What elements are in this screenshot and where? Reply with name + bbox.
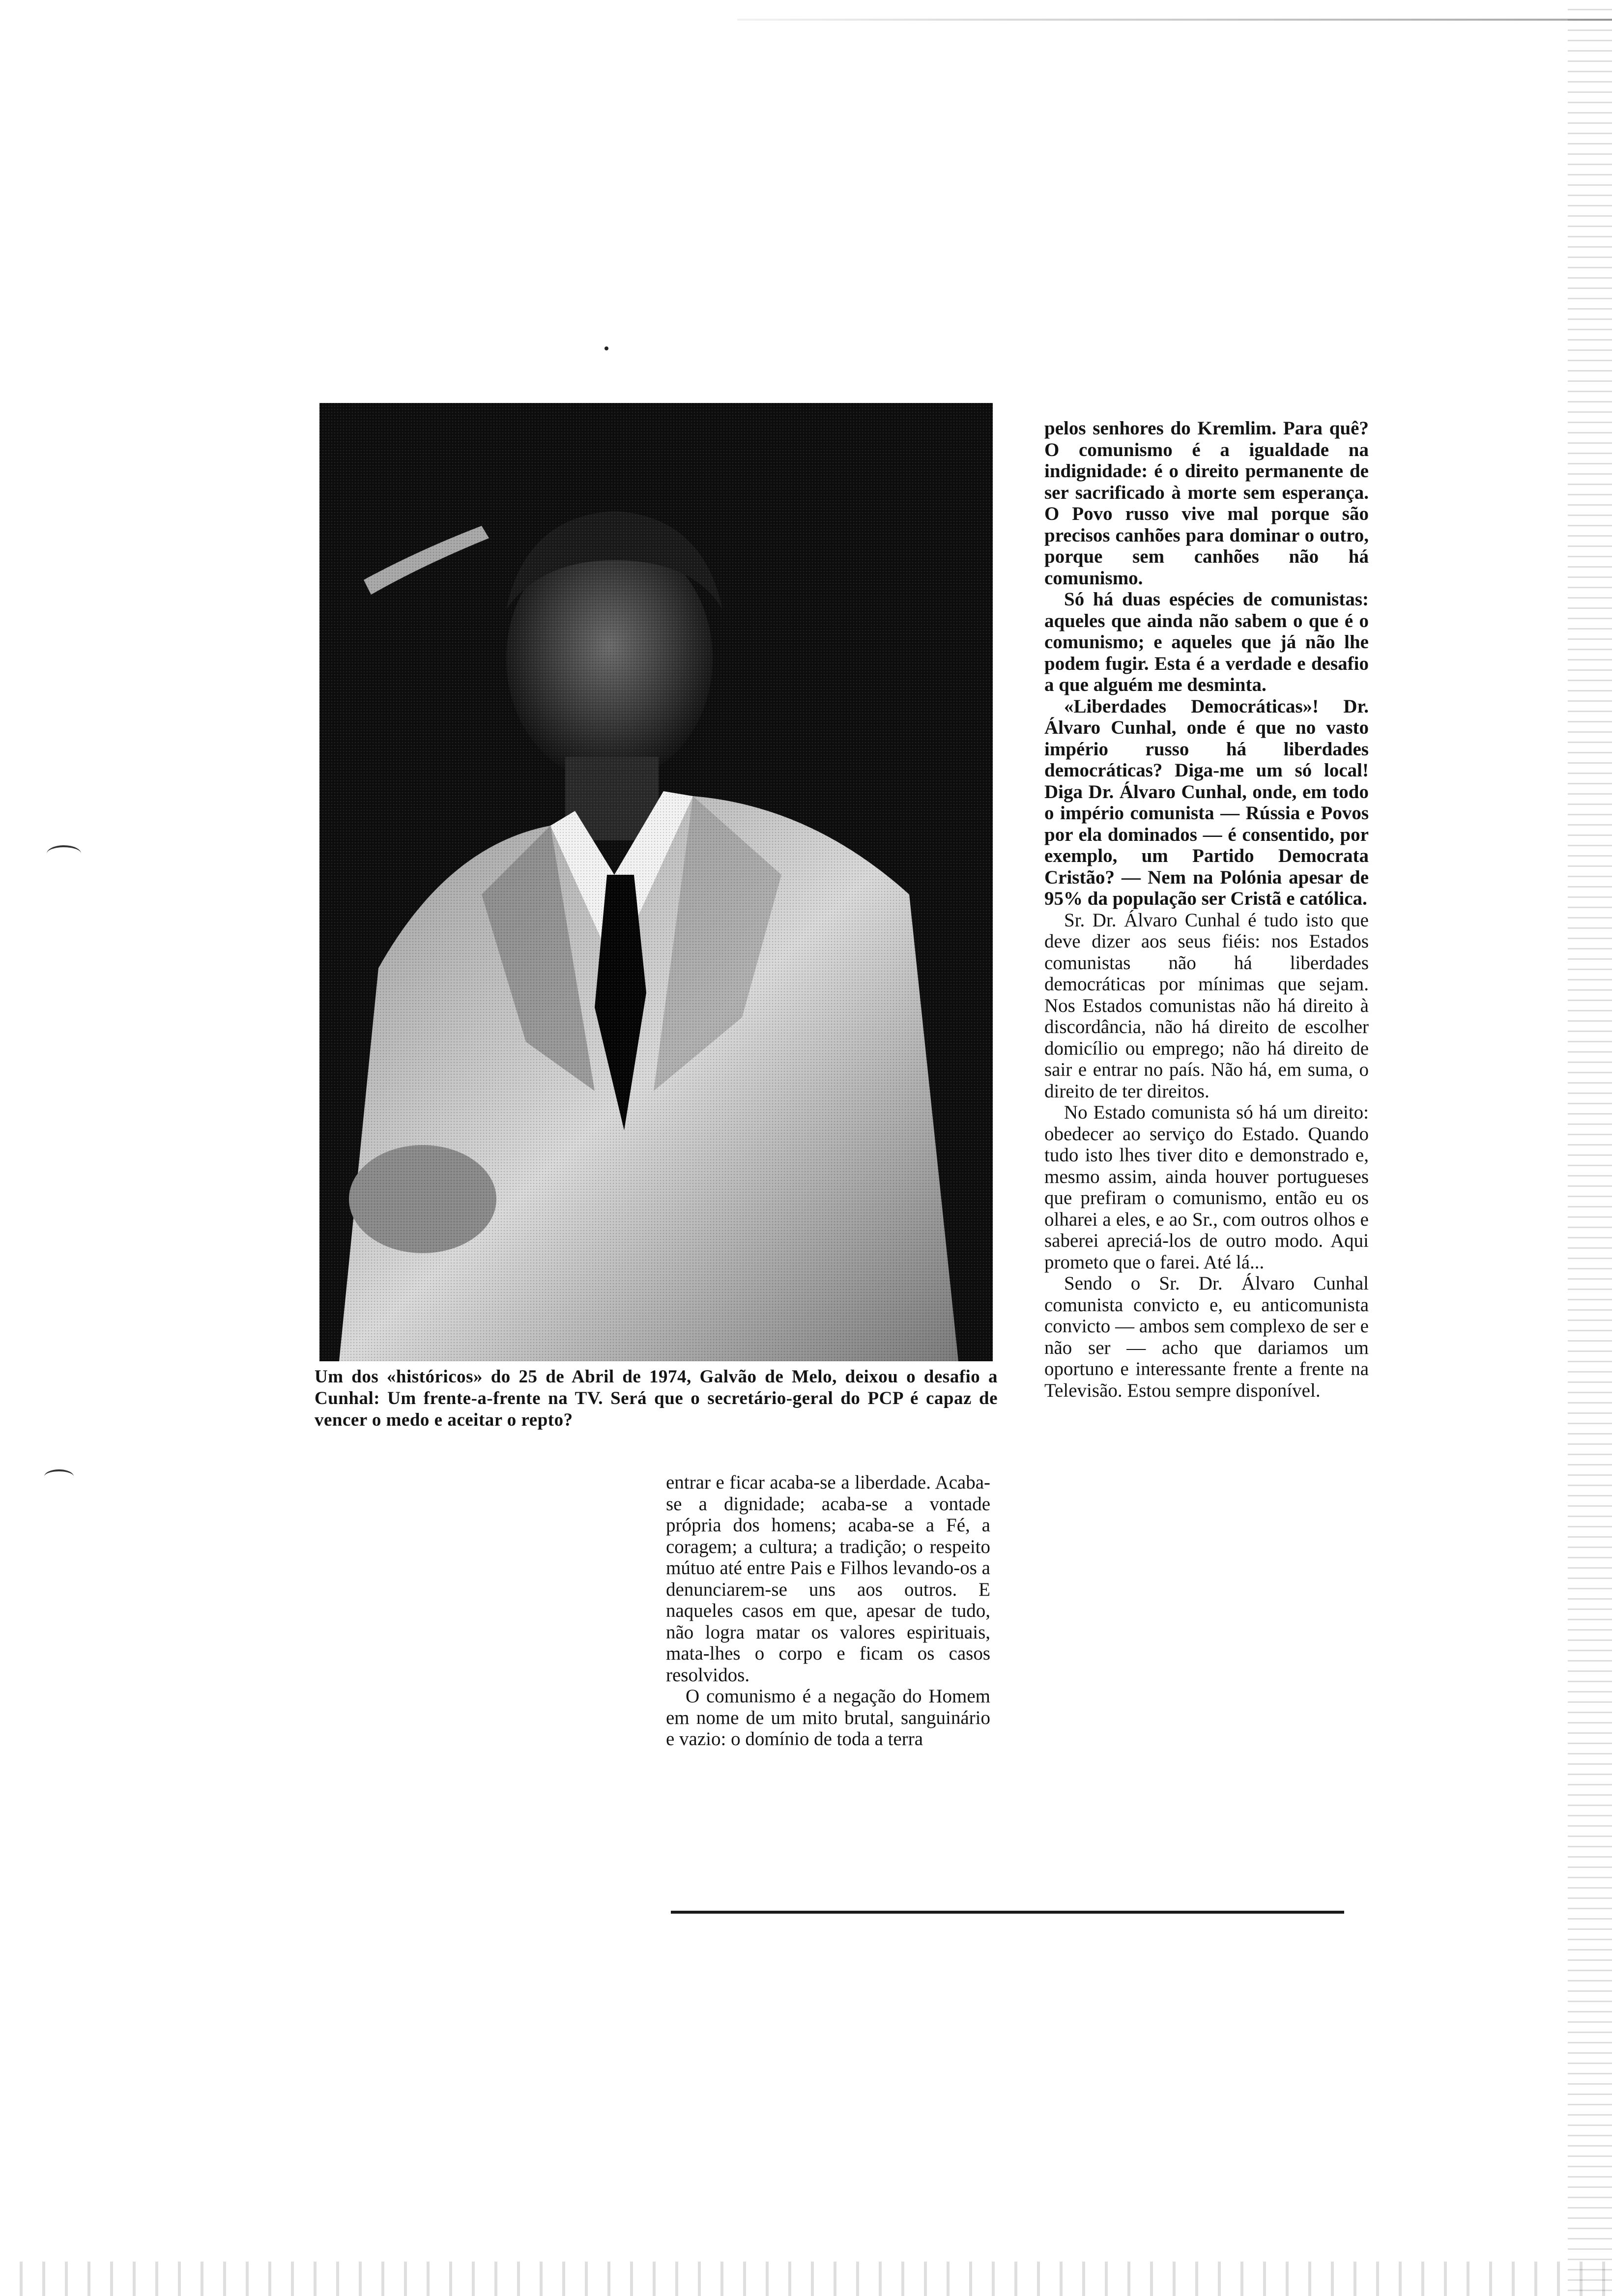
paragraph: O comunismo é a negação do Homem em nome de um mito brutal, sanguinário e vazio: o domínio de toda a terra (666, 1686, 990, 1750)
paragraph: Só há duas espécies de comunistas: aqueles que ainda não sabem o que é o comunismo; e aqueles que já não lhe podem fugir. Esta é a verdade e desafio a que alguém me desminta. (1044, 589, 1369, 695)
photo-caption: Um dos «históricos» do 25 de Abril de 1974, Galvão de Melo, deixou o desafio a Cunhal: Um frente-a-frente na TV. Será que o secretário-geral do PCP é capaz de vencer o medo e aceitar o repto? (315, 1367, 998, 1430)
speck (604, 346, 608, 350)
article-column-right (1044, 418, 1369, 1401)
portrait-photo (319, 403, 993, 1361)
scan-artifact-top (737, 19, 1612, 21)
portrait-image (319, 403, 993, 1361)
paragraph: Sr. Dr. Álvaro Cunhal é tudo isto que deve dizer aos seus fiéis: nos Estados comunistas não há liberdades democráticas por mínimas que sejam. Nos Estados comunistas não há direito à discordância, não há direito de escolher domicílio ou emprego; não há direito de sair e entrar no país. Não há, em suma, o direito de ter direitos. (1044, 909, 1369, 1102)
paragraph: No Estado comunista só há um direito: obedecer ao serviço do Estado. Quando tudo isto lhes tiver dito e demonstrado e, mesmo assim, ainda houver portugueses que prefiram o comunismo, então eu os olharei a eles, e ao Sr., com outros olhos e saberei apreciá-los de outro modo. Aqui prometo que o farei. Até lá... (1044, 1102, 1369, 1273)
paragraph: «Liberdades Democráticas»! Dr. Álvaro Cunhal, onde é que no vasto império russo há liberdades democráticas? Diga-me um só local! Diga Dr. Álvaro Cunhal, onde, em todo o império comunista — Rússia e Povos por ela dominados — é consentido, por exemplo, um Partido Democrata Cristão? — Nem na Polónia apesar de 95% da população ser Cristã e católica. (1044, 695, 1369, 909)
paragraph: Sendo o Sr. Dr. Álvaro Cunhal comunista convicto e, eu anticomunista convicto — ambos sem complexo de ser e não ser — acho que dariamos um oportuno e interessante frente a frente na Televisão. Estou sempre disponível. (1044, 1273, 1369, 1401)
article-end-rule (671, 1911, 1344, 1914)
scan-artifact-right-edge (1568, 0, 1612, 2296)
margin-mark (47, 845, 81, 862)
article-column-left (666, 1472, 990, 1750)
scan-artifact-bottom-edge (0, 2262, 1612, 2296)
paragraph: pelos senhores do Kremlim. Para quê? O comunismo é a igualdade na indignidade: é o direito permanente de ser sacrificado à morte sem esperança. O Povo russo vive mal porque são precisos canhões para dominar o outro, porque sem canhões não há comunismo. (1044, 418, 1369, 589)
margin-mark (44, 1469, 74, 1484)
paragraph: entrar e ficar acaba-se a liberdade. Acaba-se a dignidade; acaba-se a vontade própria dos homens; acaba-se a Fé, a coragem; a cultura; a tradição; o respeito mútuo até entre Pais e Filhos levando-os a denunciarem-se uns aos outros. E naqueles casos em que, apesar de tudo, não logra matar os valores espirituais, mata-lhes o corpo e ficam os casos resolvidos. (666, 1472, 990, 1686)
